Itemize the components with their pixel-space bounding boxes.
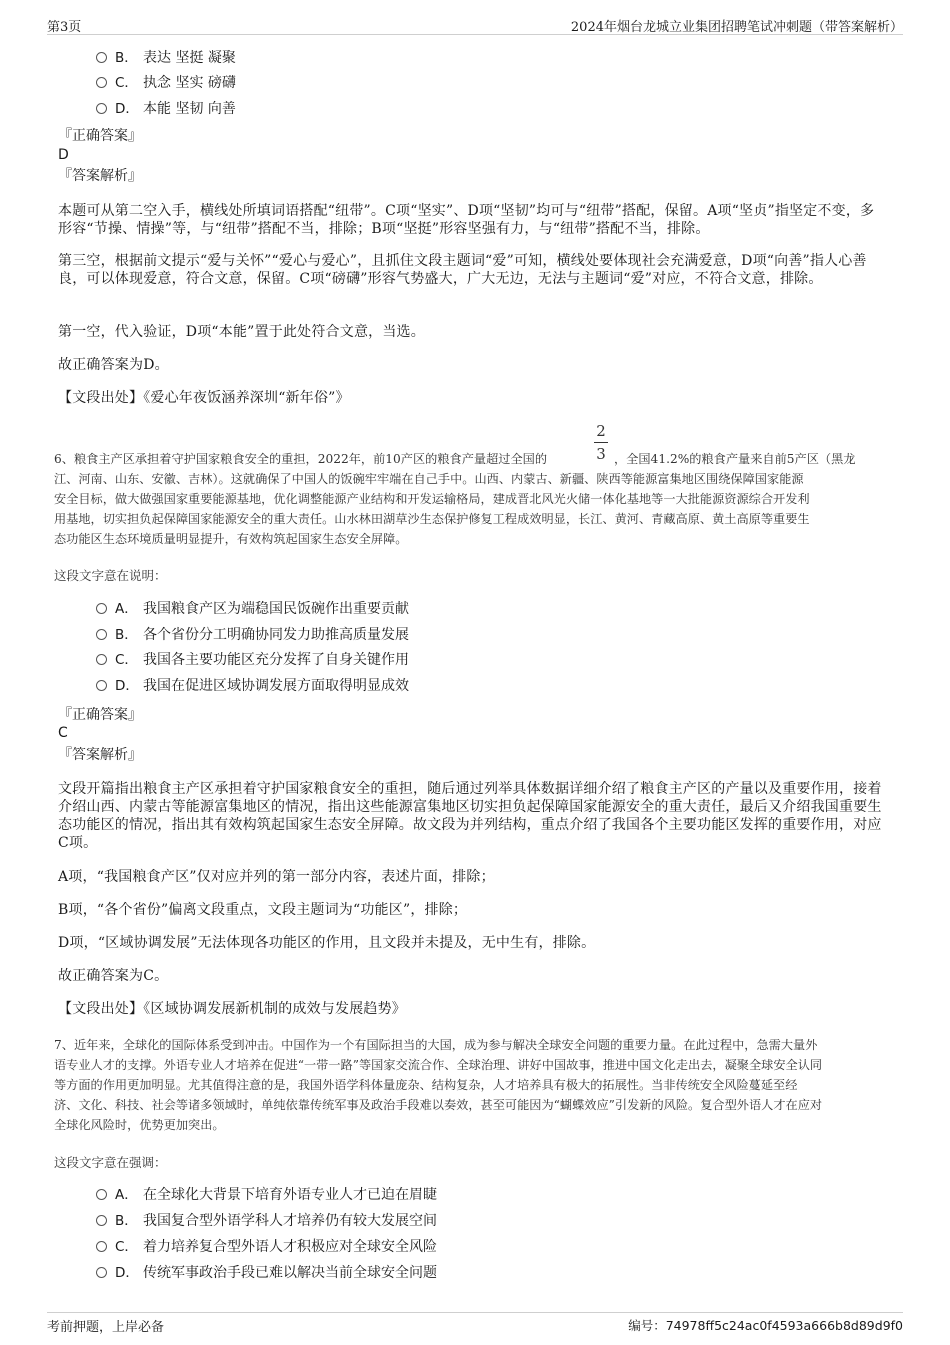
radio-icon[interactable] bbox=[96, 629, 107, 640]
page-header bbox=[47, 14, 903, 35]
radio-icon[interactable] bbox=[96, 1267, 107, 1278]
q7-stem-line4: 济、文化、科技、社会等诸多领域时，单纯依靠传统军事及政治手段难以奏效，甚至可能因为“蝴蝶效应”引发新的风险。复合型外语人才在应对 bbox=[54, 1098, 823, 1112]
q7-stem-line2: 语专业人才的支撑。外语专业人才培养在促进“一带一路”等国家交流合作、全球治理、讲好中国故事，推进中国文化走出去，凝聚全球安全认同 bbox=[54, 1058, 823, 1072]
q5-option-d[interactable]: D． 本能 坚韧 向善 bbox=[96, 99, 236, 119]
q6-option-b[interactable]: B． 各个省份分工明确协同发力助推高质量发展 bbox=[96, 625, 409, 645]
footer-slogan: 考前押题，上岸必备 bbox=[47, 1320, 165, 1335]
q6-stem-line3: 安全目标，做大做强国家重要能源基地，优化调整能源产业结构和开发运输格局，建成晋北风光火储一体化基地等一大批能源资源综合开发利 bbox=[54, 492, 810, 506]
q5-option-b[interactable]: B． 表达 坚挺 凝聚 bbox=[96, 48, 236, 68]
radio-icon[interactable] bbox=[96, 77, 107, 88]
q6-stem-line4: 用基地，切实担负起保障国家能源安全的重大责任。山水林田湖草沙生态保护修复工程成效明显，长江、黄河、青藏高原、黄土高原等重要生 bbox=[54, 512, 810, 526]
q6-stem-line1: 6、粮食主产区承担着守护国家粮食安全的重担，2022年，前10产区的粮食产量超过全国的 bbox=[54, 452, 548, 466]
q7-option-d[interactable]: D． 传统军事政治手段已难以解决当前全球安全问题 bbox=[96, 1263, 437, 1283]
q7-option-a[interactable]: A． 在全球化大背景下培育外语专业人才已迫在眉睫 bbox=[96, 1185, 437, 1205]
q7-option-c[interactable]: C． 着力培养复合型外语人才积极应对全球安全风险 bbox=[96, 1237, 437, 1257]
q6-stem-line5: 态功能区生态环境质量明显提升，有效构筑起国家生态安全屏障。 bbox=[54, 532, 408, 546]
q5-analysis-p4: 故正确答案为D。 bbox=[58, 357, 169, 373]
radio-icon[interactable] bbox=[96, 680, 107, 691]
q6-analysis-p3: B项，“各个省份”偏离文段重点，文段主题词为“功能区”，排除； bbox=[58, 902, 468, 918]
radio-icon[interactable] bbox=[96, 103, 107, 114]
radio-icon[interactable] bbox=[96, 654, 107, 665]
radio-icon[interactable] bbox=[96, 52, 107, 63]
q6-answer: C bbox=[58, 725, 68, 741]
q6-analysis-p4: D项，“区域协调发展”无法体现各功能区的作用，且文段并未提及，无中生有，排除。 bbox=[58, 935, 596, 951]
q6-stem-line1-end: ，全国41.2%的粮食产量来自前5产区（黑龙 bbox=[614, 452, 856, 466]
q6-stem-line2: 江、河南、山东、安徽、吉林）。这就确保了中国人的饭碗牢牢端在自己手中。山西、内蒙古、新疆、陕西等能源富集地区围绕保障国家能源 bbox=[54, 472, 804, 486]
q6-analysis-p2: A项，“我国粮食产区”仅对应并列的第一部分内容，表述片面，排除； bbox=[58, 869, 495, 885]
fraction-bar bbox=[594, 442, 608, 443]
radio-icon[interactable] bbox=[96, 1215, 107, 1226]
q6-option-a[interactable]: A． 我国粮食产区为端稳国民饭碗作出重要贡献 bbox=[96, 599, 409, 619]
q6-prompt: 这段文字意在说明： bbox=[54, 568, 167, 583]
q5-analysis-label: 『答案解析』 bbox=[58, 168, 142, 184]
document-title: 2024年烟台龙城立业集团招聘笔试冲刺题（带答案解析） bbox=[570, 20, 903, 35]
page-footer bbox=[47, 1312, 903, 1335]
radio-icon[interactable] bbox=[96, 1241, 107, 1252]
q5-option-c[interactable]: C． 执念 坚实 磅礴 bbox=[96, 73, 236, 93]
radio-icon[interactable] bbox=[96, 603, 107, 614]
document-id: 编号：74978ff5c24ac0f4593a666b8d89d9f0 bbox=[628, 1318, 903, 1333]
page-number: 第3页 bbox=[47, 20, 82, 35]
q7-option-b[interactable]: B． 我国复合型外语学科人才培养仍有较大发展空间 bbox=[96, 1211, 437, 1231]
q5-analysis-p3: 第一空，代入验证，D项“本能”置于此处符合文意，当选。 bbox=[58, 324, 425, 340]
q5-source: 【文段出处】《爱心年夜饭涵养深圳“新年俗”》 bbox=[58, 390, 350, 406]
radio-icon[interactable] bbox=[96, 1189, 107, 1200]
q6-analysis-p5: 故正确答案为C。 bbox=[58, 968, 169, 984]
q6-option-d[interactable]: D． 我国在促进区域协调发展方面取得明显成效 bbox=[96, 676, 409, 696]
q5-analysis-p1: 本题可从第二空入手，横线处所填词语搭配“纽带”。C项“坚实”、D项“坚韧”均可与“纽带”搭配，保留。A项“坚贞”指坚定不变，多形容“节操、情操”等，与“纽带”搭配不当，排除；B项“坚挺”形容坚强有力，与“纽带”搭配不当，排除。 bbox=[58, 203, 875, 237]
q6-correct-label: 『正确答案』 bbox=[58, 707, 142, 723]
q6-source: 【文段出处】《区域协调发展新机制的成效与发展趋势》 bbox=[58, 1001, 406, 1017]
q7-stem-line3: 等方面的作用更加明显。尤其值得注意的是，我国外语学科体量庞杂、结构复杂，人才培养具有极大的拓展性。当非传统安全风险蔓延至经 bbox=[54, 1078, 798, 1092]
q7-stem-line1: 7、近年来，全球化的国际体系受到冲击。中国作为一个有国际担当的大国，成为参与解决全球安全问题的重要力量。在此过程中，急需大量外 bbox=[54, 1038, 818, 1052]
q6-analysis-label: 『答案解析』 bbox=[58, 747, 142, 763]
q5-correct-label: 『正确答案』 bbox=[58, 128, 142, 144]
q5-analysis-p2: 第三空，根据前文提示“爱与关怀”“爱心与爱心”，且抓住文段主题词“爱”可知，横线处要体现社会充满爱意，D项“向善”指人心善良，可以体现爱意，符合文意，保留。C项“磅礴”形容气势盛大，广大无边，无法与主题词“爱”对应，不符合文意，排除。 bbox=[58, 253, 867, 287]
q6-option-c[interactable]: C． 我国各主要功能区充分发挥了自身关键作用 bbox=[96, 650, 409, 670]
q6-analysis-p1: 文段开篇指出粮食主产区承担着守护国家粮食安全的重担，随后通过列举具体数据详细介绍了粮食主产区的产量以及重要作用，接着介绍山西、内蒙古等能源富集地区的情况，指出这些能源富集地区切实担负起保障国家能源安全的重大责任，最后又介绍我国重要生态功能区的情况，指出其有效构筑起国家生态安全屏障。故文段为并列结构，重点介绍了我国各个主要功能区发挥的重要作用，对应C项。 bbox=[58, 781, 882, 851]
fraction: 2 3 bbox=[592, 423, 610, 462]
q7-prompt: 这段文字意在强调： bbox=[54, 1155, 167, 1170]
q7-stem-line5: 全球化风险时，优势更加突出。 bbox=[54, 1118, 225, 1132]
q5-answer: D bbox=[58, 147, 69, 163]
